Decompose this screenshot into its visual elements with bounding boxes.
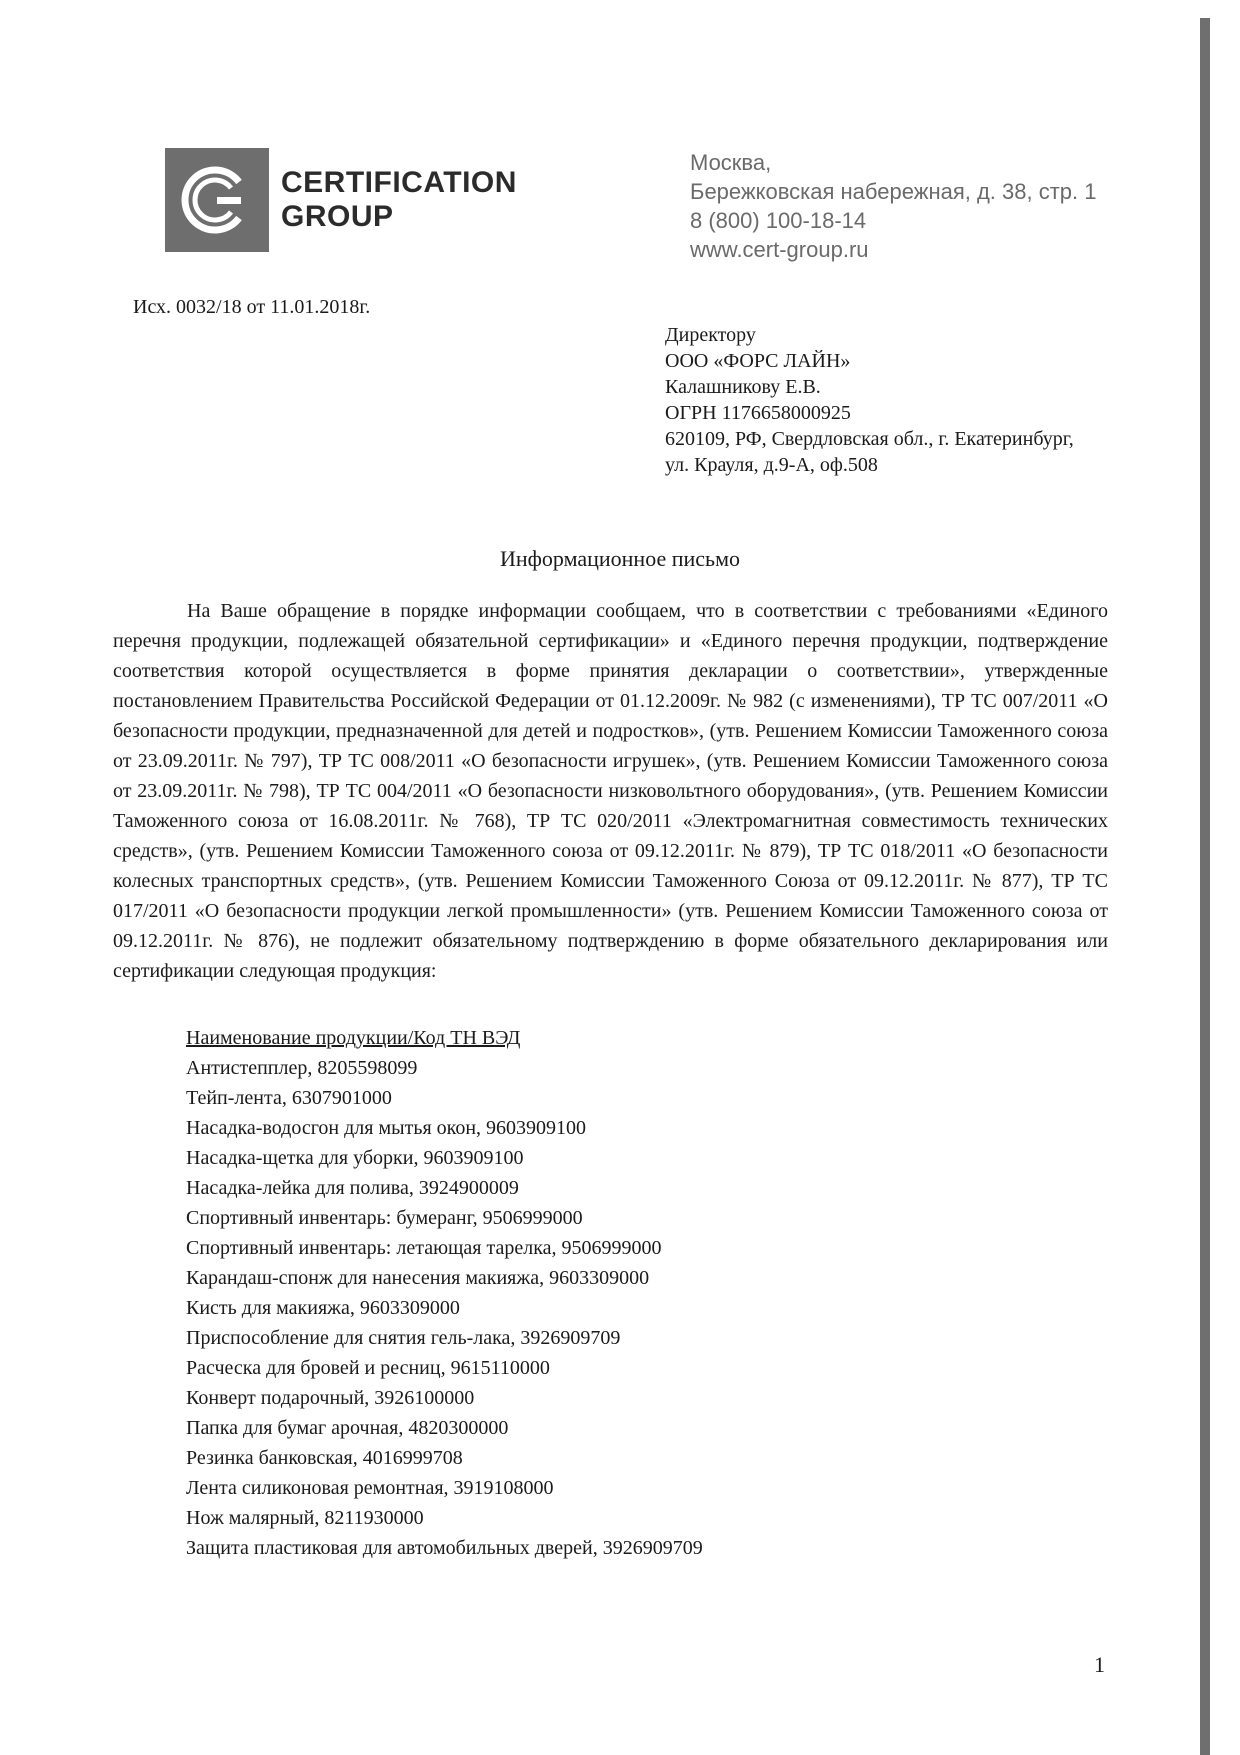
product-item: Тейп-лента, 6307901000 xyxy=(186,1087,392,1109)
certification-group-logo-icon xyxy=(165,148,269,252)
product-item: Насадка-лейка для полива, 3924900009 xyxy=(186,1177,519,1199)
product-item: Кисть для макияжа, 9603309000 xyxy=(186,1297,460,1319)
addressee-line: 620109, РФ, Свердловская обл., г. Екатеринбург, xyxy=(665,428,1074,450)
letter-body: На Ваше обращение в порядке информации сообщаем, что в соответствии с требованиями «Единого перечня продукции, подлежащей обязательной сертификации» и «Единого перечня продукции, подтверждение соответствия которой осуществляется в форме принятия декларации о соответствии», утвержденные постановлением Правительства Российской Федерации от 01.12.2009г. № 982 (с изменениями), ТР ТС 007/2011 «О безопасности продукции, предназначенной для детей и подростков», (утв. Решением Комиссии Таможенного союза от 23.09.2011г. № 797), ТР ТС 008/2011 «О безопасности игрушек», (утв. Решением Комиссии Таможенного союза от 23.09.2011г. № 798), ТР ТС 004/2011 «О безопасности низковольтного оборудования», (утв. Решением Комиссии Таможенного союза от 16.08.2011г. № 768), ТР ТС 020/2011 «Электромагнитная совместимость технических средств», (утв. Решением Комиссии Таможенного союза от 09.12.2011г. № 879), ТР ТС 018/2011 «О безопасности колесных транспортных средств», (утв. Решением Комиссии Таможенного Союза от 09.12.2011г. № 877), ТР ТС 017/2011 «О безопасности продукции легкой промышленности» (утв. Решением Комиссии Таможенного союза от 09.12.2011г. № 876), не подлежит обязательному подтверждению в форме обязательного декларирования или сертификации следующая продукция: xyxy=(113,600,1108,982)
product-item: Насадка-водосгон для мытья окон, 9603909100 xyxy=(186,1117,587,1139)
logo-wordmark xyxy=(281,166,517,234)
product-item: Насадка-щетка для уборки, 9603909100 xyxy=(186,1147,524,1169)
addressee-line: ул. Крауля, д.9-А, оф.508 xyxy=(665,454,878,476)
outgoing-reference: Исх. 0032/18 от 11.01.2018г. xyxy=(133,296,371,318)
scan-edge-bar xyxy=(1200,18,1210,1755)
product-item: Защита пластиковая для автомобильных дверей, 3926909709 xyxy=(186,1537,703,1559)
product-item: Конверт подарочный, 3926100000 xyxy=(186,1387,475,1409)
company-logo xyxy=(165,148,517,252)
product-item: Резинка банковская, 4016999708 xyxy=(186,1447,463,1469)
product-list xyxy=(186,1023,703,1563)
document-title: Информационное письмо xyxy=(499,546,740,571)
product-item: Лента силиконовая ремонтная, 3919108000 xyxy=(186,1477,554,1499)
contact-website: www.cert-group.ru xyxy=(690,237,869,262)
contact-city: Москва, xyxy=(690,150,772,175)
addressee-line: Директору xyxy=(665,324,756,346)
product-list-header: Наименование продукции/Код ТН ВЭД xyxy=(186,1027,521,1049)
addressee-line: ООО «ФОРС ЛАЙН» xyxy=(665,350,851,372)
contact-phone: 8 (800) 100-18-14 xyxy=(690,208,867,233)
product-item: Спортивный инвентарь: бумеранг, 9506999000 xyxy=(186,1207,583,1229)
company-contacts xyxy=(690,148,1097,264)
page-number: 1 xyxy=(1094,1652,1105,1677)
product-item: Спортивный инвентарь: летающая тарелка, 9506999000 xyxy=(186,1237,662,1259)
addressee-line: Калашникову Е.В. xyxy=(665,376,821,398)
product-item: Нож малярный, 8211930000 xyxy=(186,1507,424,1529)
product-item: Антистепплер, 8205598099 xyxy=(186,1057,418,1079)
product-item: Карандаш-спонж для нанесения макияжа, 9603309000 xyxy=(186,1267,650,1289)
contact-address: Бережковская набережная, д. 38, стр. 1 xyxy=(690,179,1097,204)
addressee-line: ОГРН 1176658000925 xyxy=(665,402,851,424)
addressee-block xyxy=(665,322,1074,478)
product-item: Расческа для бровей и ресниц, 9615110000 xyxy=(186,1357,550,1379)
logo-line2: GROUP xyxy=(281,200,394,233)
product-item: Приспособление для снятия гель-лака, 3926909709 xyxy=(186,1327,621,1349)
logo-line1: CERTIFICATION xyxy=(281,166,517,199)
product-item: Папка для бумаг арочная, 4820300000 xyxy=(186,1417,509,1439)
